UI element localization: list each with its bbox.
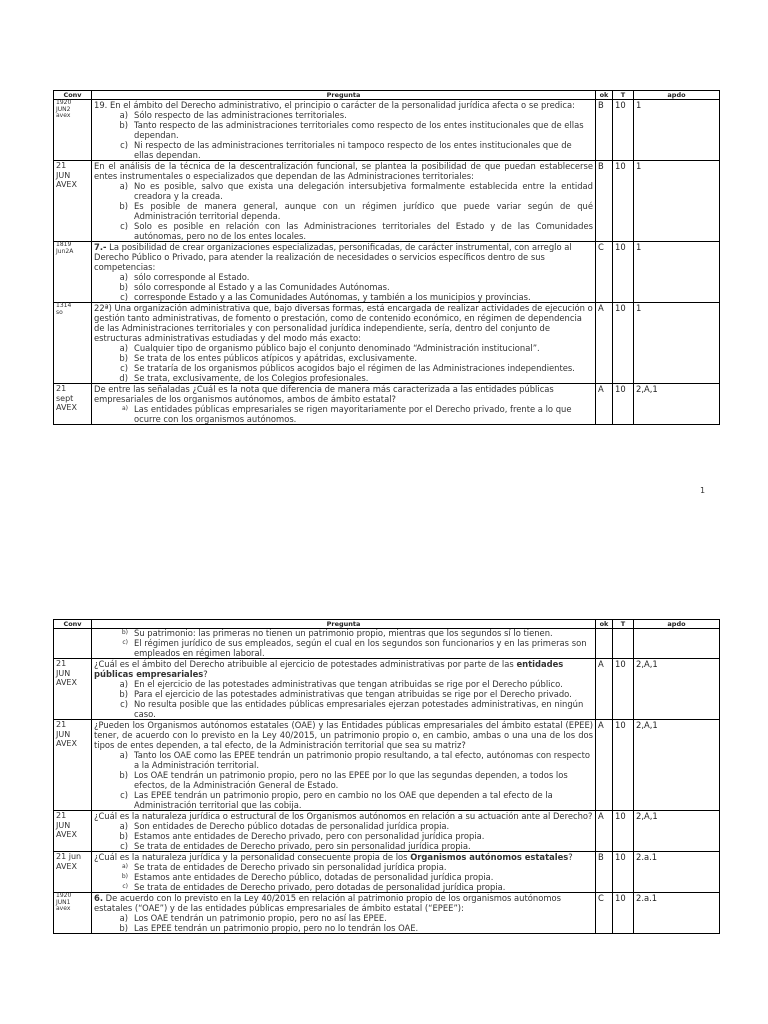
section-cell: 1	[634, 161, 720, 242]
option-letter: a)	[119, 110, 128, 120]
conv-cell: 21 JUN AVEX	[54, 659, 92, 720]
option-text: Se trata de los entes públicos atípicos y apátridas, exclusivamente.	[134, 353, 418, 363]
option-text: No resulta posible que las entidades públicas empresariales ejerzan potestades administrativas, en ningún caso.	[134, 699, 584, 719]
question-stem: ¿Cuál es la naturaleza jurídica o estructural de los Organismos autónomos en relación a su actuación ante al Derecho?	[94, 811, 593, 821]
answer-option	[94, 292, 593, 302]
question-cell	[92, 100, 596, 161]
answer-key-cell: A	[596, 720, 613, 811]
conv-cell: 1819 Jun2A	[54, 242, 92, 303]
question-stem: En el análisis de la técnica de la descentralización funcional, se plantea la posibilidad de que puedan establecerse entes instrumentales o especializados que dependan de las Administraciones territoriales:	[94, 161, 593, 181]
option-text: sólo corresponde al Estado y a las Comunidades Autónomas.	[134, 282, 390, 292]
table-row	[54, 161, 720, 242]
answer-option	[94, 770, 593, 790]
option-text: Las EPEE tendrán un patrimonio propio, pero no lo tendrán los OAE.	[134, 923, 419, 933]
answer-option	[94, 404, 593, 424]
table-row	[54, 852, 720, 893]
header-t: T	[613, 91, 634, 100]
option-letter: a)	[121, 405, 128, 412]
header-pregunta: Pregunta	[92, 620, 596, 629]
answer-option	[94, 282, 593, 292]
question-cell	[92, 720, 596, 811]
answer-option	[94, 120, 593, 140]
option-letter: b)	[119, 282, 128, 292]
option-letter: c)	[120, 699, 128, 709]
conv-cell: 1920 JUN1 avex	[54, 893, 92, 934]
answer-option	[94, 831, 593, 841]
question-cell	[92, 629, 596, 659]
answer-key-cell: C	[596, 893, 613, 934]
section-cell: 2,A,1	[634, 384, 720, 425]
conv-cell	[54, 629, 92, 659]
question-cell	[92, 659, 596, 720]
answer-option	[94, 343, 593, 353]
questions-table-page-1	[53, 90, 720, 425]
option-text: Para el ejercicio de las potestades administrativas que tengan atribuidas se rige por el Derecho privado.	[134, 689, 572, 699]
question-number: 6.	[94, 893, 104, 903]
option-letter: a)	[119, 272, 128, 282]
table-row	[54, 303, 720, 384]
option-letter: b)	[119, 201, 128, 211]
option-text: Se trata de entidades de Derecho privado sin personalidad jurídica propia.	[134, 862, 447, 872]
page-2	[53, 619, 719, 934]
answer-key-cell: A	[596, 303, 613, 384]
section-cell: 2,A,1	[634, 720, 720, 811]
answer-option	[94, 841, 593, 851]
header-ok: ok	[596, 91, 613, 100]
question-cell	[92, 242, 596, 303]
answer-key-cell: A	[596, 384, 613, 425]
option-text: Estamos ante entidades de Derecho público, dotadas de personalidad jurídica propia.	[134, 872, 494, 882]
option-text: Se trata, exclusivamente, de los Colegios profesionales.	[134, 373, 369, 383]
header-apdo: apdo	[634, 91, 720, 100]
answer-option	[94, 363, 593, 373]
table-row	[54, 811, 720, 852]
question-stem: 7.- La posibilidad de crear organizaciones especializadas, personificadas, de carácter instrumental, con arreglo al Derecho Público o Privado, para atender la realización de necesidades o servicios específicos dentro de sus competencias:	[94, 242, 572, 272]
topic-cell: 10	[613, 720, 634, 811]
option-letter: b)	[119, 689, 128, 699]
page-number: 1	[700, 486, 706, 495]
option-text: En el ejercicio de las potestades administrativas que tengan atribuidas se rige por el Derecho público.	[134, 679, 563, 689]
answer-option	[94, 790, 593, 810]
answer-option	[94, 913, 593, 923]
question-stem: 22ª) Una organización administrativa que, bajo diversas formas, está encargada de realizar actividades de ejecución o gestión tanto administrativas, de fomento o prestación, como de contenido económico, en régimen de dependencia de las Administraciones territoriales y con personalidad jurídica independiente, sería, dentro del conjunto de estructuras administrativas estudiadas y del modo más exacto:	[94, 303, 593, 343]
option-text: Los OAE tendrán un patrimonio propio, pero no las EPEE por lo que las segundas dependen, a todos los efectos, de la Administración General de Estado.	[134, 770, 568, 790]
option-letter: c)	[122, 883, 128, 890]
section-cell: 1	[634, 303, 720, 384]
option-letter: a)	[119, 343, 128, 353]
answer-option	[94, 689, 593, 699]
answer-option	[94, 862, 593, 872]
header-conv: Conv	[54, 620, 92, 629]
option-letter: b)	[119, 770, 128, 780]
option-letter: c)	[120, 841, 128, 851]
option-text: Solo es posible en relación con las Administraciones territoriales del Estado y de las Comunidades autónomas, pero no de los entes locales.	[134, 221, 593, 241]
header-t: T	[613, 620, 634, 629]
option-text: Se trata de entidades de Derecho privado, pero sin personalidad jurídica propia.	[134, 841, 471, 851]
question-cell	[92, 811, 596, 852]
option-letter: a)	[119, 821, 128, 831]
option-letter: c)	[122, 639, 128, 646]
option-text: sólo corresponde al Estado.	[134, 272, 250, 282]
option-text: Son entidades de Derecho público dotadas de personalidad jurídica propia.	[134, 821, 450, 831]
header-ok: ok	[596, 620, 613, 629]
header-conv: Conv	[54, 91, 92, 100]
option-text: Se trata de entidades de Derecho privado, pero dotadas de personalidad jurídica propia.	[134, 882, 506, 892]
option-letter: c)	[120, 221, 128, 231]
topic-cell: 10	[613, 100, 634, 161]
question-cell	[92, 384, 596, 425]
questions-table-page-2	[53, 619, 720, 934]
option-text: Cualquier tipo de organismo público bajo el conjunto denominado “Administración institucional”.	[134, 343, 540, 353]
table-row	[54, 659, 720, 720]
page-1	[53, 90, 719, 425]
option-text: Las entidades públicas empresariales se rigen mayoritariamente por el Derecho privado, frente a lo que ocurre con los organismos autónomos.	[134, 404, 572, 424]
answer-option	[94, 353, 593, 363]
answer-option	[94, 699, 593, 719]
answer-option	[94, 272, 593, 282]
section-cell: 2,A,1	[634, 811, 720, 852]
section-cell: 2.a.1	[634, 893, 720, 934]
answer-option	[94, 373, 593, 383]
question-cell	[92, 852, 596, 893]
answer-option	[94, 628, 593, 638]
option-letter: d)	[119, 373, 128, 383]
table-row	[54, 242, 720, 303]
question-number: 7.-	[94, 242, 107, 252]
table-header-row	[54, 91, 720, 100]
question-stem: ¿Cuál es el ámbito del Derecho atribuible al ejercicio de potestades administrativas por parte de las entidades públicas empresariales?	[94, 659, 564, 679]
option-letter: b)	[119, 120, 128, 130]
topic-cell: 10	[613, 161, 634, 242]
topic-cell: 10	[613, 303, 634, 384]
answer-option	[94, 221, 593, 241]
answer-option	[94, 923, 593, 933]
table-row	[54, 720, 720, 811]
question-cell	[92, 303, 596, 384]
question-cell	[92, 893, 596, 934]
table-row	[54, 100, 720, 161]
option-text: El régimen jurídico de sus empleados, según el cual en los segundos son funcionarios y en las primeras son empleados en régimen laboral.	[134, 638, 587, 658]
option-text: corresponde Estado y a las Comunidades Autónomas, y también a los municipios y provincias.	[134, 292, 531, 302]
section-cell: 1	[634, 242, 720, 303]
answer-option	[94, 110, 593, 120]
question-stem: De entre las señaladas ¿Cuál es la nota que diferencia de manera más caracterizada a las entidades públicas empresariales de los organismos autónomos, ambos de ámbito estatal?	[94, 384, 554, 404]
question-stem: ¿Pueden los Organismos autónomos estatales (OAE) y las Entidades públicas empresariales del ámbito estatal (EPEE) tener, de acuerdo con lo previsto en la Ley 40/2015, un patrimonio propio o, en cambio, ambas o una una de los dos tipos de entes dependen, a tal efecto, de la Administración territorial que sea su matriz?	[94, 720, 593, 750]
topic-cell: 10	[613, 659, 634, 720]
answer-option	[94, 872, 593, 882]
option-letter: b)	[119, 353, 128, 363]
option-text: Se trataría de los organismos públicos acogidos bajo el régimen de las Administraciones independientes.	[134, 363, 575, 373]
option-letter: b)	[119, 831, 128, 841]
option-text: Su patrimonio: las primeras no tienen un patrimonio propio, mientras que los segundos sí lo tienen.	[134, 628, 553, 638]
option-letter: a)	[119, 913, 128, 923]
answer-option	[94, 882, 593, 892]
answer-option	[94, 181, 593, 201]
option-text: Sólo respecto de las administraciones territoriales.	[134, 110, 347, 120]
question-stem: ¿Cuál es la naturaleza jurídica y la personalidad consecuente propia de los Organismos autónomos estatales?	[94, 852, 573, 862]
header-apdo: apdo	[634, 620, 720, 629]
answer-key-cell: B	[596, 161, 613, 242]
topic-cell: 10	[613, 242, 634, 303]
topic-cell: 10	[613, 384, 634, 425]
answer-key-cell: B	[596, 852, 613, 893]
option-text: Los OAE tendrán un patrimonio propio, pero no así las EPEE.	[134, 913, 387, 923]
conv-cell: 21 sept AVEX	[54, 384, 92, 425]
option-letter: a)	[121, 863, 128, 870]
option-letter: a)	[119, 181, 128, 191]
answer-option	[94, 638, 593, 658]
conv-cell: 1314 so	[54, 303, 92, 384]
question-stem: 19. En el ámbito del Derecho administrativo, el principio o carácter de la personalidad jurídica afecta o se predica:	[94, 100, 575, 110]
table-row-continuation	[54, 629, 720, 659]
question-cell	[92, 161, 596, 242]
answer-option	[94, 201, 593, 221]
answer-key-cell: A	[596, 659, 613, 720]
option-letter: a)	[119, 679, 128, 689]
option-text: Estamos ante entidades de Derecho privado, pero con personalidad jurídica propia.	[134, 831, 485, 841]
conv-cell: 21 JUN AVEX	[54, 720, 92, 811]
option-letter: c)	[120, 140, 128, 150]
answer-option	[94, 140, 593, 160]
topic-cell: 10	[613, 811, 634, 852]
answer-key-cell: C	[596, 242, 613, 303]
topic-cell: 10	[613, 852, 634, 893]
option-letter: c)	[120, 363, 128, 373]
option-letter: c)	[120, 790, 128, 800]
topic-cell: 10	[613, 893, 634, 934]
header-pregunta: Pregunta	[92, 91, 596, 100]
option-text: Tanto los OAE como las EPEE tendrán un patrimonio propio resultando, a tal efecto, autónomas con respecto a la Administración territorial.	[134, 750, 591, 770]
option-letter: a)	[119, 750, 128, 760]
option-letter: b)	[121, 629, 128, 636]
conv-cell: 21 jun AVEX	[54, 852, 92, 893]
option-text: Las EPEE tendrán un patrimonio propio, pero en cambio no los OAE que dependen a tal efecto de la Administración territorial que las cobija.	[134, 790, 553, 810]
conv-cell: 21 JUN AVEX	[54, 811, 92, 852]
answer-option	[94, 679, 593, 689]
section-cell: 2,A,1	[634, 659, 720, 720]
answer-option	[94, 821, 593, 831]
answer-key-cell: A	[596, 811, 613, 852]
option-text: Tanto respecto de las administraciones territoriales como respecto de los entes institucionales que de ellas dependan.	[134, 120, 584, 140]
conv-cell: 21 JUN AVEX	[54, 161, 92, 242]
section-cell: 2.a.1	[634, 852, 720, 893]
option-text: Es posible de manera general, aunque con un régimen jurídico que puede variar según de qué Administración territorial dependa.	[134, 201, 593, 221]
answer-key-cell: B	[596, 100, 613, 161]
question-stem: 6. De acuerdo con lo previsto en la Ley 40/2015 en relación al patrimonio propio de los organismos autónomos estatales (“OAE”) y de las entidades públicas empresariales de ámbito estatal (“EPEE”):	[94, 893, 561, 913]
option-letter: b)	[121, 873, 128, 880]
table-row	[54, 384, 720, 425]
option-text: No es posible, salvo que exista una delegación intersubjetiva formalmente establecida entre la entidad creadora y la creada.	[134, 181, 593, 201]
option-letter: b)	[119, 923, 128, 933]
conv-cell: 1920 JUN2 avex	[54, 100, 92, 161]
table-row	[54, 893, 720, 934]
section-cell: 1	[634, 100, 720, 161]
option-letter: c)	[120, 292, 128, 302]
option-text: Ni respecto de las administraciones territoriales ni tampoco respecto de los entes institucionales que de ellas dependan.	[134, 140, 572, 160]
answer-option	[94, 750, 593, 770]
